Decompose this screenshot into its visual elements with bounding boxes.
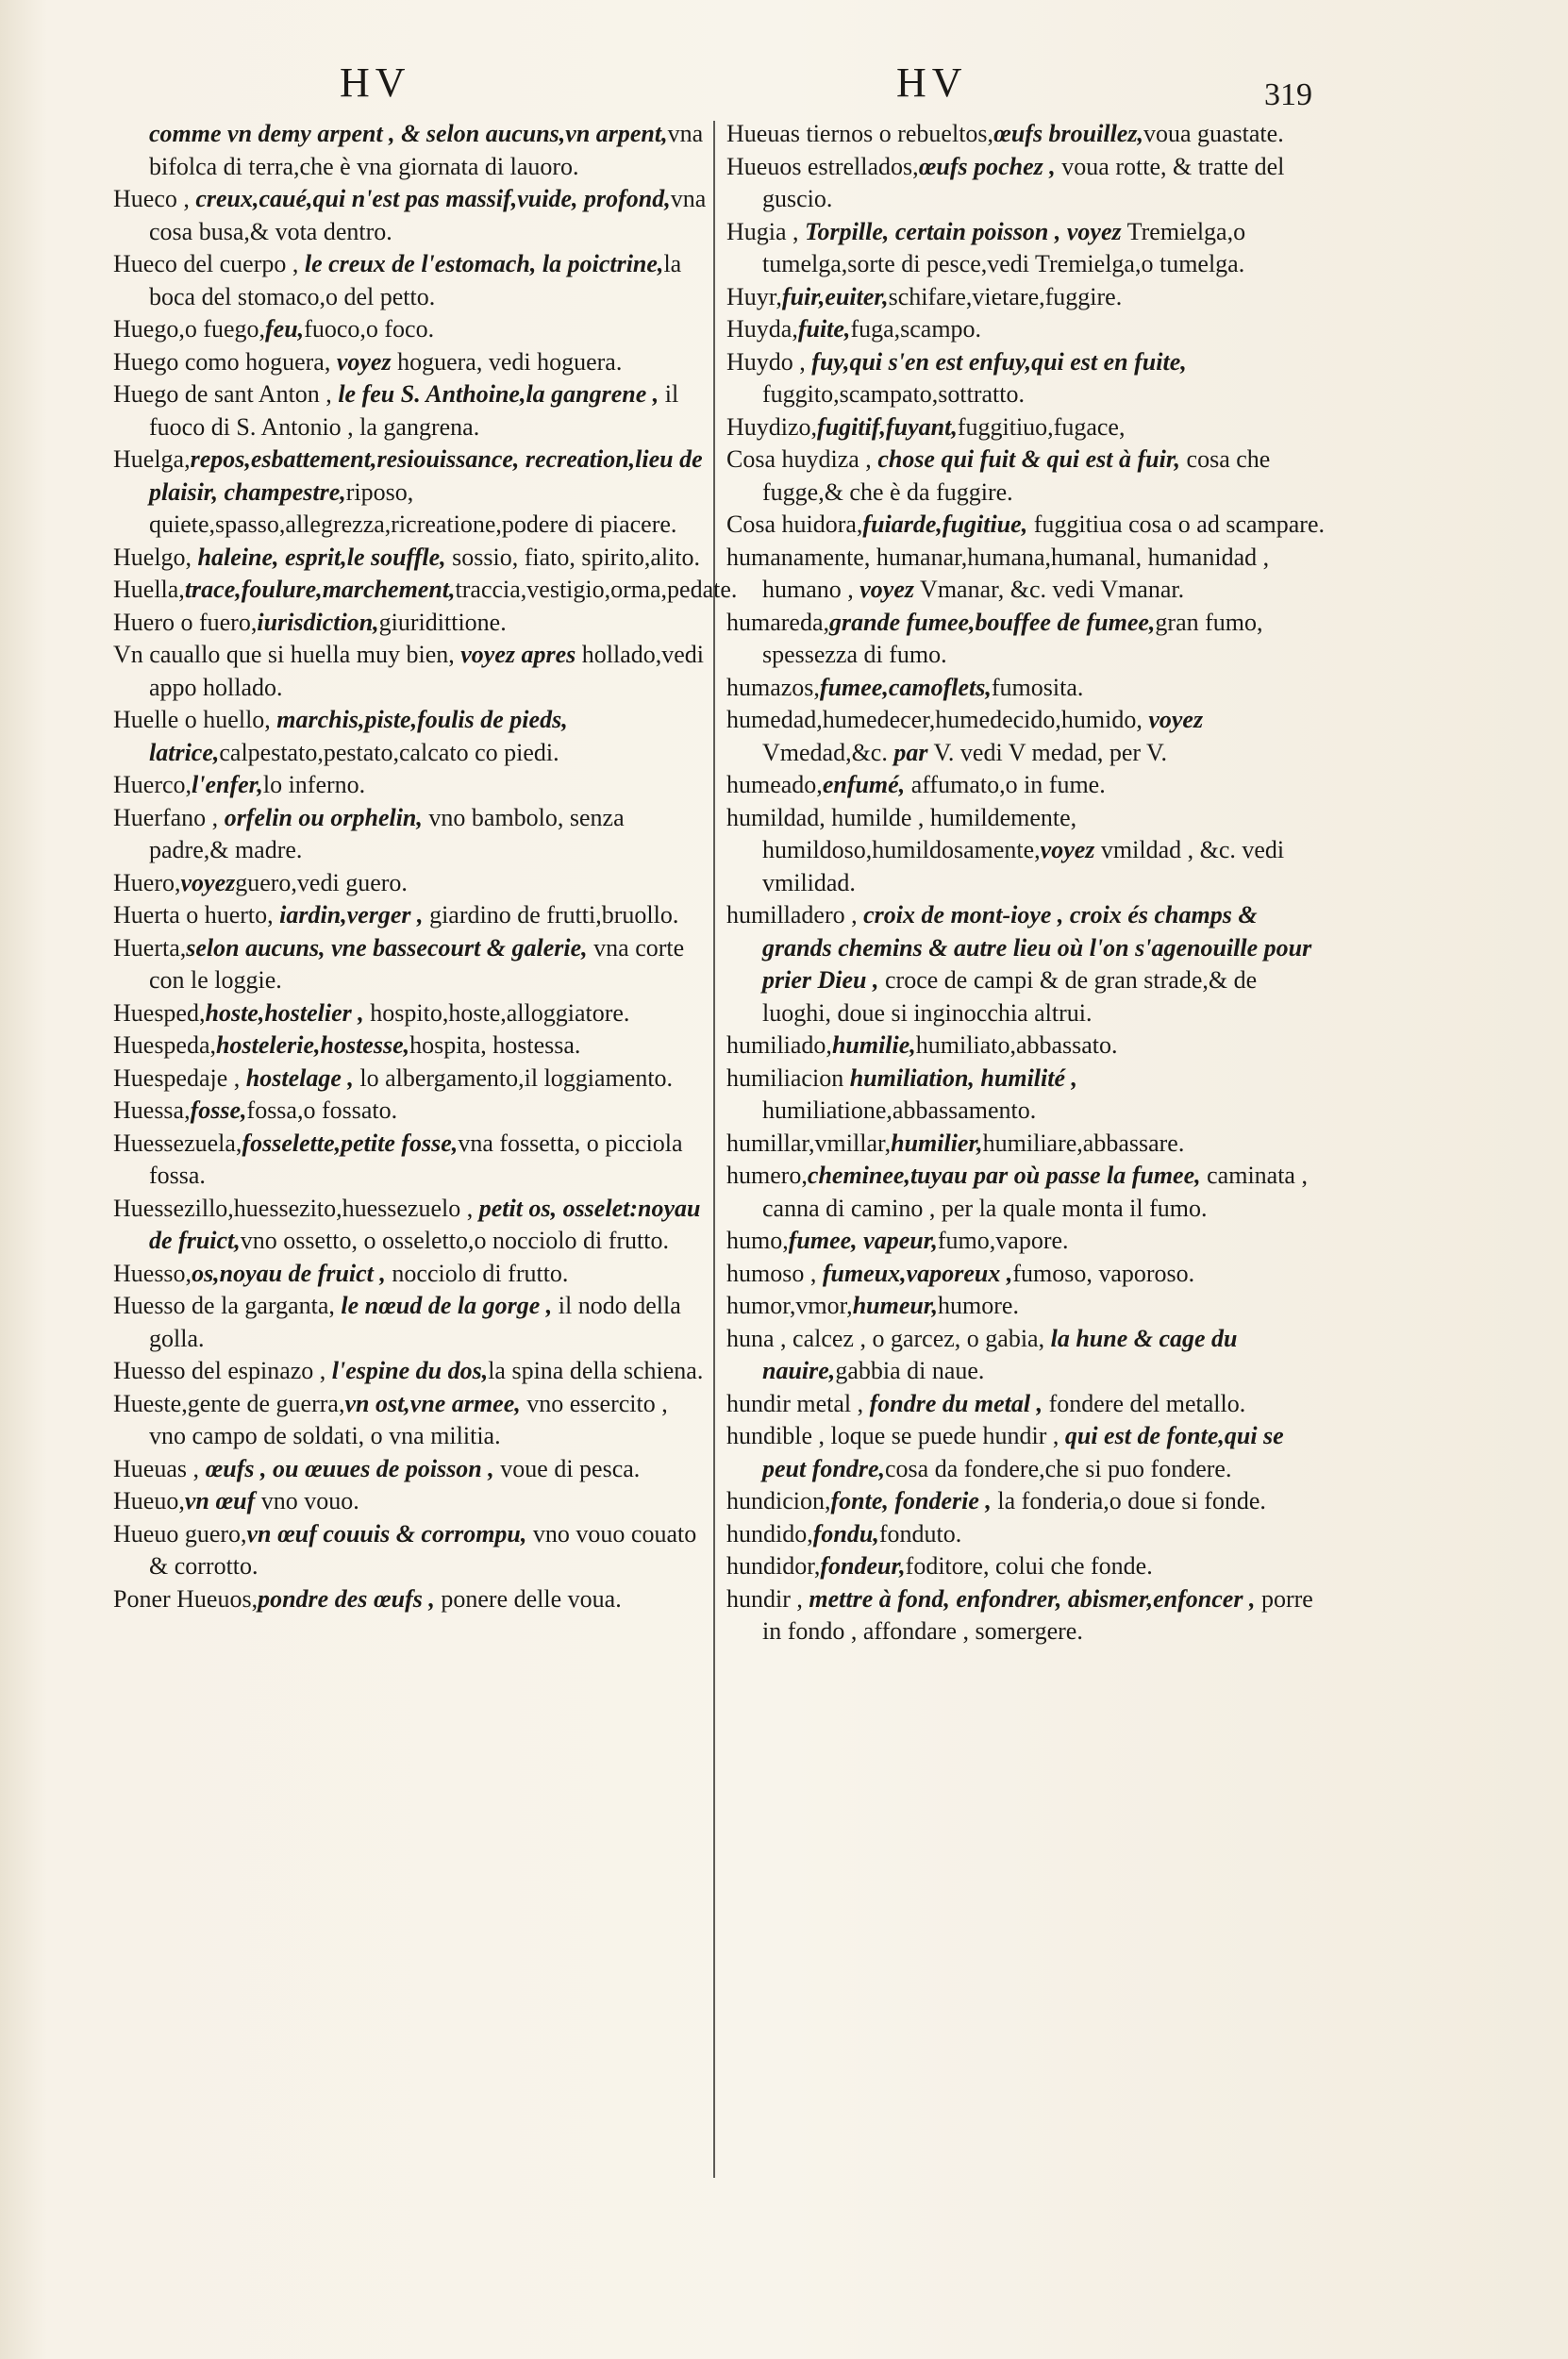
dictionary-entry: [113, 313, 708, 346]
entry-headword: Hugia ,: [726, 217, 806, 245]
entry-italian: fumoso, vaporoso.: [1012, 1259, 1195, 1287]
entry-headword: Huerfano ,: [113, 803, 225, 831]
dictionary-entry: [726, 1550, 1326, 1583]
dictionary-entry: [113, 1518, 708, 1583]
entry-french: fumee, vapeur,: [788, 1227, 938, 1254]
dictionary-entry: [113, 997, 708, 1030]
entry-headword: Huyda,: [726, 315, 798, 343]
entry-french: cheminee,tuyau par où passe la fumee,: [807, 1162, 1201, 1189]
entry-italian: humiliato,abbassato.: [915, 1031, 1118, 1059]
entry-headword: Huespedaje ,: [113, 1063, 246, 1092]
entry-french: le nœud de la gorge ,: [341, 1292, 553, 1319]
entry-italian: gabbia di naue.: [835, 1357, 985, 1384]
dictionary-entry: [726, 1258, 1326, 1291]
entry-french: repos,esbattement,resiouissance, recreation,lieu de plaisir, champestre,: [149, 445, 703, 506]
entry-italian: hollado,vedi appo hollado.: [149, 641, 705, 701]
entry-french: voyez: [1040, 836, 1095, 863]
entry-italian: humiliatione,abbassamento.: [762, 1096, 1037, 1124]
entry-headword: Huessa,: [113, 1096, 191, 1124]
entry-french: fondeur,: [820, 1552, 906, 1580]
entry-italian: cosa da fondere,che si puo fondere.: [885, 1454, 1232, 1482]
entry-italian: fuga,scampo.: [850, 315, 982, 343]
entry-french: feu,: [265, 315, 305, 343]
entry-headword: Huerco,: [113, 771, 192, 798]
entry-italian: vno bambolo, senza padre,& madre.: [149, 803, 625, 863]
dictionary-entry: [726, 899, 1326, 1029]
entry-headword: Cosa huidora,: [726, 510, 863, 538]
entry-italian: schifare,vietare,fuggire.: [888, 282, 1123, 310]
dictionary-entry: [726, 411, 1326, 444]
entry-italian: fonduto.: [878, 1519, 962, 1548]
entry-french: iurisdiction,: [257, 608, 379, 636]
entry-headword: Huydo ,: [726, 347, 812, 376]
entry-italian: fossa,o fossato.: [246, 1096, 398, 1124]
entry-french: hostelage ,: [245, 1063, 354, 1092]
entry-italian: riposo, quiete,spasso,allegrezza,ricreatione,podere di piacere.: [149, 477, 677, 538]
entry-italian: vna fossetta, o picciola fossa.: [149, 1129, 683, 1189]
dictionary-entry: [726, 443, 1326, 509]
entry-french: grande fumee,bouffee de fumee,: [829, 608, 1156, 636]
entry-headword: Hueuo,: [113, 1487, 185, 1514]
entry-headword: humeado,: [726, 771, 823, 798]
dictionary-entry: [113, 346, 708, 379]
entry-italian: lo inferno.: [262, 771, 366, 798]
dictionary-entry: [113, 443, 708, 542]
dictionary-entry: [113, 932, 708, 997]
running-head-right: HV: [896, 59, 968, 106]
entry-italian: hospita, hostessa.: [409, 1031, 581, 1059]
dictionary-entry: [113, 867, 708, 900]
entry-headword: Huego como hoguera,: [113, 347, 337, 376]
dictionary-entry: [113, 118, 708, 183]
entry-italian: humiliare,abbassare.: [982, 1129, 1185, 1157]
entry-french: par: [893, 738, 928, 766]
entry-french: fondre du metal ,: [869, 1389, 1043, 1417]
dictionary-entry: [726, 769, 1326, 802]
dictionary-entry: [726, 281, 1326, 314]
dictionary-entry: [113, 769, 708, 802]
dictionary-entry: [113, 1290, 708, 1355]
dictionary-entry: [113, 704, 708, 769]
entry-italian: fumosita.: [991, 673, 1084, 701]
dictionary-entry: [726, 1029, 1326, 1062]
dictionary-entry: [726, 313, 1326, 346]
entry-headword: humanamente, humanar,humana,humanal, humanidad , humano ,: [726, 543, 1270, 603]
dictionary-entry: [726, 216, 1326, 281]
entry-french: hoste,hostelier ,: [205, 998, 364, 1027]
entry-italian: vno essercito , vno campo de soldati, o vna militia.: [149, 1389, 668, 1449]
entry-french: humiliation, humilité ,: [849, 1063, 1078, 1092]
dictionary-entry: [113, 378, 708, 443]
entry-headword: Huessezuela,: [113, 1129, 242, 1157]
dictionary-entry: [113, 248, 708, 313]
entry-italian: sossio, fiato, spirito,alito.: [445, 543, 701, 571]
entry-french: l'enfer,: [192, 771, 263, 798]
dictionary-entry: [726, 672, 1326, 705]
entry-french: os,noyau de fruict ,: [192, 1259, 386, 1287]
entry-italian: hoguera, vedi hoguera.: [391, 347, 623, 376]
dictionary-entry: [113, 1193, 708, 1258]
entry-italian: calpestato,pestato,calcato co piedi.: [219, 738, 559, 766]
entry-italian: V. vedi V medad, per V.: [927, 738, 1167, 766]
entry-french: le feu S. Anthoine,la gangrene ,: [338, 380, 659, 408]
entry-headword: Huespeda,: [113, 1031, 217, 1059]
dictionary-entry: [113, 1128, 708, 1193]
dictionary-entry: [726, 509, 1326, 542]
entry-headword: humoso ,: [726, 1259, 823, 1287]
entry-italian: la fonderia,o doue si fonde.: [991, 1487, 1266, 1514]
right-column: [726, 118, 1326, 1648]
entry-french: Torpille, certain poisson , voyez: [805, 217, 1122, 245]
page-number: 319: [1264, 77, 1312, 112]
entry-italian: fuggitiua cosa o ad scampare.: [1027, 510, 1325, 538]
entry-french: enfumé,: [822, 771, 906, 798]
dictionary-entry: [726, 1225, 1326, 1258]
entry-french: fuiarde,fugitiue,: [862, 510, 1028, 538]
entry-french: œufs brouillez,: [993, 120, 1143, 147]
entry-french: fosselette,petite fosse,: [242, 1129, 459, 1157]
dictionary-entry: [726, 1518, 1326, 1551]
entry-headword: humiliacion: [726, 1063, 850, 1092]
dictionary-entry: [726, 1062, 1326, 1128]
entry-headword: Huego,o fuego,: [113, 315, 266, 343]
dictionary-entry: [726, 607, 1326, 672]
entry-italian: gran fumo, spessezza di fumo.: [762, 608, 1263, 668]
entry-italian: vna cosa busa,& vota dentro.: [149, 185, 707, 245]
entry-italian: la spina della schiena.: [488, 1357, 704, 1384]
entry-french: mettre à fond, enfondrer, abismer,enfoncer ,: [809, 1584, 1256, 1613]
entry-french: voyez: [1148, 706, 1204, 733]
entry-headword: humor,vmor,: [726, 1292, 853, 1319]
running-head-left: HV: [340, 59, 411, 106]
dictionary-entry: [726, 1485, 1326, 1518]
dictionary-entry: [726, 802, 1326, 900]
dictionary-entry: [726, 1160, 1326, 1225]
entry-headword: huna , calcez , o garcez, o gabia,: [726, 1324, 1051, 1352]
dictionary-entry: [726, 1388, 1326, 1421]
dictionary-entry: [726, 118, 1326, 151]
entry-french: œufs pochez ,: [918, 152, 1056, 180]
entry-headword: Huessezillo,huessezito,huessezuelo ,: [113, 1194, 479, 1222]
entry-headword: Huerta,: [113, 933, 187, 962]
entry-french: chose qui fuit & qui est à fuir,: [877, 445, 1181, 473]
entry-french: voyez: [859, 576, 915, 603]
entry-headword: Huelga,: [113, 445, 191, 473]
entry-french: croix de mont-ioye , croix és champs & grands chemins & autre lieu où l'on s'agenouille pour prier Dieu ,: [762, 901, 1312, 994]
entry-headword: humo,: [726, 1227, 789, 1254]
dictionary-entry: [113, 639, 708, 704]
entry-italian: voua guastate.: [1143, 120, 1284, 147]
entry-headword: Hueuas ,: [113, 1454, 206, 1482]
entry-french: fugitif,fuyant,: [817, 412, 958, 441]
entry-french: petit os, osselet:noyau de fruict,: [149, 1194, 701, 1254]
entry-italian: il nodo della golla.: [149, 1292, 681, 1352]
entry-french: fuy,qui s'en est enfuy,qui est en fuite,: [811, 347, 1187, 376]
entry-italian: fuggito,scampato,sottratto.: [762, 380, 1026, 408]
entry-french: vn ost,vne armee,: [344, 1389, 521, 1417]
entry-italian: vno vouo couato & corrotto.: [149, 1519, 697, 1580]
entry-headword: Cosa huydiza ,: [726, 445, 878, 473]
dictionary-entry: [726, 1323, 1326, 1388]
entry-headword: hundidor,: [726, 1552, 821, 1580]
entry-headword: hundido,: [726, 1519, 813, 1548]
entry-french: humilier,: [891, 1129, 983, 1157]
dictionary-entry: [726, 346, 1326, 411]
entry-french: pondre des œufs ,: [258, 1584, 435, 1613]
entry-headword: Huyr,: [726, 282, 782, 310]
entry-headword: Vn cauallo que si huella muy bien,: [113, 641, 461, 668]
entry-french: humeur,: [852, 1292, 939, 1319]
entry-french: voyez: [336, 347, 392, 376]
entry-italian: fondere del metallo.: [1043, 1389, 1246, 1417]
left-column: [113, 118, 738, 1615]
dictionary-entry: [113, 1095, 708, 1128]
entry-french: creux,caué,qui n'est pas massif,vuide, profond,: [195, 185, 671, 212]
entry-headword: Huella,: [113, 576, 185, 603]
entry-headword: humedad,humedecer,humedecido,humido,: [726, 706, 1149, 733]
column-divider: [713, 121, 715, 2178]
entry-headword: hundir ,: [726, 1584, 809, 1613]
entry-headword: Hueco ,: [113, 185, 196, 212]
entry-headword: Huero,: [113, 868, 181, 896]
entry-french: fondu,: [812, 1519, 879, 1548]
entry-headword: Huesped,: [113, 998, 206, 1027]
entry-headword: Hueco del cuerpo ,: [113, 250, 305, 277]
dictionary-entry: [726, 1420, 1326, 1485]
entry-headword: Huego de sant Anton ,: [113, 380, 339, 408]
entry-italian: cosa che fugge,& che è da fuggire.: [762, 445, 1271, 506]
entry-french: voyez: [180, 868, 236, 896]
dictionary-entry: [113, 1583, 708, 1616]
entry-italian: traccia,vestigio,orma,pedate.: [455, 576, 738, 603]
entry-french: voyez apres: [460, 641, 576, 668]
entry-italian: guero,vedi guero.: [235, 868, 408, 896]
entry-italian: hospito,hoste,alloggiatore.: [363, 998, 630, 1027]
entry-french: fonte, fonderie ,: [830, 1487, 992, 1514]
entry-headword: Huelle o huello,: [113, 706, 277, 733]
dictionary-entry: [113, 607, 708, 640]
dictionary-entry: [113, 1355, 708, 1388]
dictionary-entry: [726, 704, 1326, 769]
entry-italian: lo albergamento,il loggiamento.: [353, 1063, 674, 1092]
entry-italian: humore.: [938, 1292, 1019, 1319]
entry-italian: vno ossetto, o osseletto,o nocciolo di frutto.: [240, 1227, 669, 1254]
entry-headword: Huesso de la garganta,: [113, 1292, 342, 1319]
entry-italian: nocciolo di frutto.: [385, 1259, 569, 1287]
entry-french: orfelin ou orphelin,: [224, 803, 423, 831]
dictionary-entry: [113, 1453, 708, 1486]
entry-headword: Poner Hueuos,: [113, 1584, 259, 1613]
entry-italian: foditore, colui che fonde.: [905, 1552, 1153, 1580]
entry-french: la hune & cage du nauire,: [762, 1324, 1238, 1384]
dictionary-entry: [113, 1388, 708, 1453]
entry-headword: Huesso,: [113, 1259, 192, 1287]
dictionary-entry: [113, 542, 708, 575]
entry-headword: Hueuas tiernos o rebueltos,: [726, 120, 994, 147]
dictionary-entry: [726, 542, 1326, 607]
dictionary-entry: [726, 1290, 1326, 1323]
entry-french: fosse,: [190, 1096, 247, 1124]
entry-french: fumee,camoflets,: [819, 673, 992, 701]
entry-french: fuite,: [797, 315, 851, 343]
entry-italian: voua rotte, & tratte del guscio.: [762, 152, 1285, 212]
entry-headword: Hueuos estrellados,: [726, 152, 919, 180]
entry-headword: Huero o fuero,: [113, 608, 258, 636]
dictionary-entry: [726, 1128, 1326, 1161]
entry-headword: humiliado,: [726, 1031, 832, 1059]
entry-italian: ponere delle voua.: [434, 1584, 622, 1613]
entry-french: fumeux,vaporeux ,: [822, 1259, 1013, 1287]
entry-headword: hundir metal ,: [726, 1389, 870, 1417]
entry-headword: humilladero ,: [726, 901, 864, 929]
entry-headword: hundible , loque se puede hundir ,: [726, 1422, 1065, 1449]
dictionary-entry: [113, 183, 708, 248]
entry-italian: giuridittione.: [378, 608, 507, 636]
entry-french: hostelerie,hostesse,: [216, 1031, 410, 1059]
entry-italian: il fuoco di S. Antonio , la gangrena.: [149, 380, 679, 441]
entry-italian: Tremielga,o tumelga,sorte di pesce,vedi Tremielga,o tumelga.: [762, 217, 1246, 277]
entry-french: le creux de l'estomach, la poictrine,: [304, 250, 664, 277]
entry-italian: caminata , canna di camino , per la quale monta il fumo.: [762, 1162, 1308, 1222]
entry-french: selon aucuns, vne bassecourt & galerie,: [186, 933, 588, 962]
entry-italian: porre in fondo , affondare , somergere.: [762, 1584, 1313, 1645]
entry-headword: humareda,: [726, 608, 830, 636]
entry-french: iardin,verger ,: [279, 901, 424, 929]
entry-headword: Huydizo,: [726, 412, 818, 441]
entry-italian: Vmedad,&c.: [762, 738, 894, 766]
dictionary-entry: [113, 1258, 708, 1291]
entry-italian: affumato,o in fume.: [905, 771, 1106, 798]
entry-headword: humero,: [726, 1162, 808, 1189]
entry-headword: Huerta o huerto,: [113, 901, 280, 929]
entry-italian: vmildad , &c. vedi vmilidad.: [762, 836, 1285, 896]
entry-headword: Hueuo guero,: [113, 1519, 247, 1548]
entry-headword: hundicion,: [726, 1487, 831, 1514]
entry-headword: Huesso del espinazo ,: [113, 1357, 332, 1384]
entry-french: trace,foulure,marchement,: [184, 576, 456, 603]
entry-french: œufs , ou œuues de poisson ,: [205, 1454, 494, 1482]
dictionary-entry: [113, 1029, 708, 1062]
entry-french: humilie,: [831, 1031, 916, 1059]
dictionary-entry: [113, 1062, 708, 1096]
dictionary-entry: [113, 1485, 708, 1518]
entry-french: haleine, esprit,le souffle,: [197, 543, 446, 571]
dictionary-entry: [726, 151, 1326, 216]
entry-italian: voue di pesca.: [493, 1454, 641, 1482]
entry-headword: humildad, humilde , humildemente, humildoso,humildosamente,: [726, 803, 1077, 863]
entry-headword: Hueste,gente de guerra,: [113, 1389, 345, 1417]
entry-italian: giardino de frutti,bruollo.: [423, 901, 679, 929]
entry-french: marchis,piste,foulis de pieds, latrice,: [149, 706, 568, 766]
entry-italian: la boca del stomaco,o del petto.: [149, 250, 682, 310]
entry-italian: vna bifolca di terra,che è vna giornata di lauoro.: [149, 120, 704, 180]
entry-headword: Huelgo,: [113, 543, 198, 571]
dictionary-entry: [726, 1583, 1326, 1648]
entry-headword: humillar,vmillar,: [726, 1129, 892, 1157]
entry-italian: fumo,vapore.: [937, 1227, 1069, 1254]
entry-italian: vno vouo.: [255, 1487, 359, 1514]
entry-italian: fuoco,o foco.: [304, 315, 435, 343]
dictionary-entry: [113, 802, 708, 867]
dictionary-entry: [113, 574, 738, 607]
entry-italian: Vmanar, &c. vedi Vmanar.: [914, 576, 1185, 603]
entry-french: vn œuf couuis & corrompu,: [246, 1519, 527, 1548]
dictionary-entry: [113, 899, 708, 932]
entry-italian: croce de campi & de gran strade,& de luoghi, doue si inginocchia altrui.: [762, 966, 1258, 1027]
entry-french: fuir,euiter,: [781, 282, 889, 310]
entry-french: qui est de fonte,qui se peut fondre,: [762, 1422, 1284, 1482]
entry-french: comme vn demy arpent , & selon aucuns,vn arpent,: [149, 120, 668, 147]
entry-french: l'espine du dos,: [331, 1357, 489, 1384]
entry-italian: fuggitiuo,fugace,: [957, 412, 1126, 441]
entry-headword: humazos,: [726, 673, 820, 701]
entry-italian: vna corte con le loggie.: [149, 933, 685, 994]
entry-french: vn œuf: [184, 1487, 256, 1514]
